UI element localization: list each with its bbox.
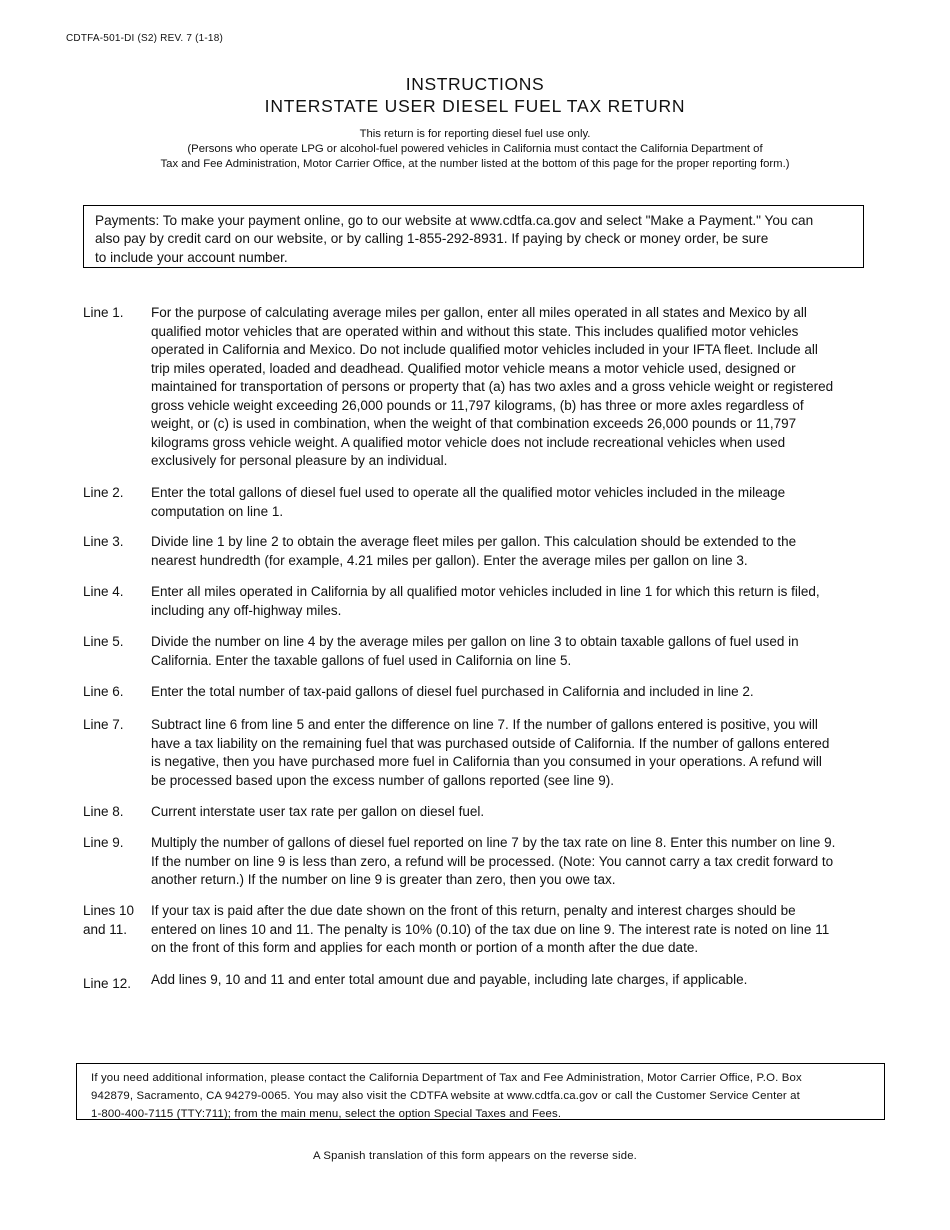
instruction-text: [151, 583, 875, 620]
instruction-text-line: including any off-highway miles.: [151, 602, 342, 618]
instruction-text-line: entered on lines 10 and 11. The penalty is 10% (0.10) of the tax due on line 9. The interest rate is noted on line 11: [151, 921, 830, 937]
instruction-text-line: on the front of this form and applies for each month or portion of a month after the due date.: [151, 940, 699, 955]
instruction-text-line: qualified motor vehicles that are operated within and without this state. This includes qualified motor vehicles: [151, 323, 799, 339]
instruction-text-line: Divide the number on line 4 by the average miles per gallon on line 3 to obtain taxable gallons of fuel used in: [151, 634, 799, 649]
instruction-label: [83, 484, 149, 503]
page-subtitle: INTERSTATE USER DIESEL FUEL TAX RETURN: [264, 96, 686, 116]
instruction-text-line: trip miles operated, loaded and deadhead. Qualified motor vehicle means a motor vehicle used, designed or: [151, 360, 796, 376]
instruction-label: [83, 803, 149, 822]
instruction-label: [83, 583, 149, 602]
instruction-text-line: For the purpose of calculating average miles per gallon, enter all miles operated in all states and Mexico by all: [151, 305, 807, 320]
contact-line: 942879, Sacramento, CA 94279-0065. You may also visit the CDTFA website at www.cdtfa.ca.gov or call the Customer Service Center at: [91, 1090, 800, 1102]
instruction-label: [83, 533, 149, 552]
instruction-text: [151, 484, 875, 521]
instruction-text: [151, 902, 875, 958]
instruction-label-line: Line 12.: [83, 976, 132, 991]
payments-line: also pay by credit card on our website, or by calling 1-855-292-8931. If paying by check or money order, be sure: [95, 231, 769, 247]
instruction-text-line: maintained for transportation of persons or property that (a) has two axles and a gross vehicle weight or registered: [151, 379, 834, 394]
instruction-label: [83, 902, 149, 939]
instruction-label-line: Lines 10: [83, 903, 135, 918]
contact-line: 1-800-400-7115 (TTY:711); from the main menu, select the option Special Taxes and Fees.: [91, 1108, 562, 1120]
instruction-text-line: Add lines 9, 10 and 11 and enter total amount due and payable, including late charges, if applicable.: [151, 972, 748, 987]
instruction-text-line: gross vehicle weight exceeding 26,000 pounds or 11,797 kilograms, (b) has three or more axles regardless of: [151, 397, 804, 413]
instruction-label: [83, 716, 149, 735]
instruction-text-line: be processed based upon the excess number of gallons reported (see line 9).: [151, 772, 615, 788]
instruction-text-line: weight, or (c) is used in combination, when the weight of that combination exceeds 26,000 pounds or 11,797: [151, 416, 797, 431]
instruction-text-line: operated in California and Mexico. Do not include qualified motor vehicles included in your IFTA fleet. Include all: [151, 342, 818, 357]
contact-info-box: [76, 1063, 885, 1120]
instruction-text-line: another return.) If the number on line 9 is greater than zero, then you owe tax.: [151, 872, 616, 887]
intro-line-2: (Persons who operate LPG or alcohol-fuel powered vehicles in California must contact the California Department of: [187, 143, 763, 155]
instruction-label: [83, 834, 149, 853]
instruction-text-line: kilograms gross vehicle weight. A qualified motor vehicle does not include recreational vehicles when used: [151, 434, 786, 450]
instruction-text: [151, 716, 875, 790]
instruction-text-line: California. Enter the taxable gallons of fuel used in California on line 5.: [151, 652, 572, 668]
instruction-text-line: have a tax liability on the remaining fuel that was purchased outside of California. If the number of gallons entered: [151, 735, 830, 751]
instruction-label-line: Line 4.: [83, 584, 124, 599]
instruction-text-line: nearest hundredth (for example, 4.21 miles per gallon). Enter the average miles per gallon on line 3.: [151, 552, 748, 568]
instruction-text: [151, 633, 875, 670]
instruction-label-line: Line 2.: [83, 485, 124, 500]
instruction-text: [151, 803, 875, 822]
instruction-label-line: Line 9.: [83, 835, 124, 850]
page-title: INSTRUCTIONS: [405, 74, 545, 94]
instruction-text-line: Enter all miles operated in California by all qualified motor vehicles included in line 1 for which this return is filed,: [151, 584, 820, 599]
instruction-label-line: Line 1.: [83, 305, 124, 320]
instruction-text-line: is negative, then you have purchased more fuel in California than you consumed in your operations. A refund will: [151, 754, 822, 769]
intro-line-3: Tax and Fee Administration, Motor Carrier Office, at the number listed at the bottom of this page for the proper reporting form.): [160, 158, 790, 170]
instruction-text: [151, 683, 875, 702]
instruction-label: [83, 683, 149, 702]
instruction-label: [83, 975, 149, 994]
instruction-label-line: Line 8.: [83, 804, 124, 819]
instruction-text-line: Multiply the number of gallons of diesel fuel reported on line 7 by the tax rate on line 8. Enter this number on line 9.: [151, 835, 836, 850]
instruction-label-line: and 11.: [83, 921, 128, 937]
instruction-text-line: Subtract line 6 from line 5 and enter the difference on line 7. If the number of gallons entered is positive, you will: [151, 717, 818, 732]
instruction-text-line: Current interstate user tax rate per gallon on diesel fuel.: [151, 804, 485, 819]
instruction-text: [151, 834, 875, 890]
instruction-label: [83, 633, 149, 652]
instruction-text: [151, 533, 875, 570]
payments-box: [83, 205, 864, 268]
contact-line: If you need additional information, please contact the California Department of Tax and Fee Administration, Motor Carrier Office, P.O. Box: [91, 1072, 802, 1084]
instruction-text-line: Enter the total number of tax-paid gallons of diesel fuel purchased in California and included in line 2.: [151, 684, 754, 699]
instruction-text: [151, 304, 875, 471]
instruction-text: [151, 971, 875, 990]
instruction-label-line: Line 3.: [83, 534, 124, 549]
form-id: CDTFA-501-DI (S2) REV. 7 (1-18): [66, 33, 223, 44]
instruction-text-line: computation on line 1.: [151, 503, 284, 519]
instruction-text-line: exclusively for personal pleasure by an individual.: [151, 453, 448, 468]
instruction-text-line: Divide line 1 by line 2 to obtain the average fleet miles per gallon. This calculation should be extended to the: [151, 534, 797, 549]
payments-line: Payments: To make your payment online, go to our website at www.cdtfa.ca.gov and select "Make a Payment." You can: [95, 213, 814, 228]
instruction-label-line: Line 5.: [83, 634, 124, 649]
instruction-text-line: If the number on line 9 is less than zero, a refund will be processed. (Note: You cannot carry a tax credit forward to: [151, 853, 834, 869]
instruction-label-line: Line 6.: [83, 684, 124, 699]
instruction-text-line: Enter the total gallons of diesel fuel used to operate all the qualified motor vehicles included in the mileage: [151, 485, 786, 500]
spanish-translation-note: A Spanish translation of this form appears on the reverse side.: [312, 1150, 638, 1162]
instruction-label-line: Line 7.: [83, 717, 124, 732]
instruction-label: [83, 304, 149, 323]
payments-line: to include your account number.: [95, 249, 288, 265]
intro-line-1: This return is for reporting diesel fuel use only.: [359, 128, 591, 140]
instruction-text-line: If your tax is paid after the due date shown on the front of this return, penalty and interest charges should be: [151, 903, 796, 918]
